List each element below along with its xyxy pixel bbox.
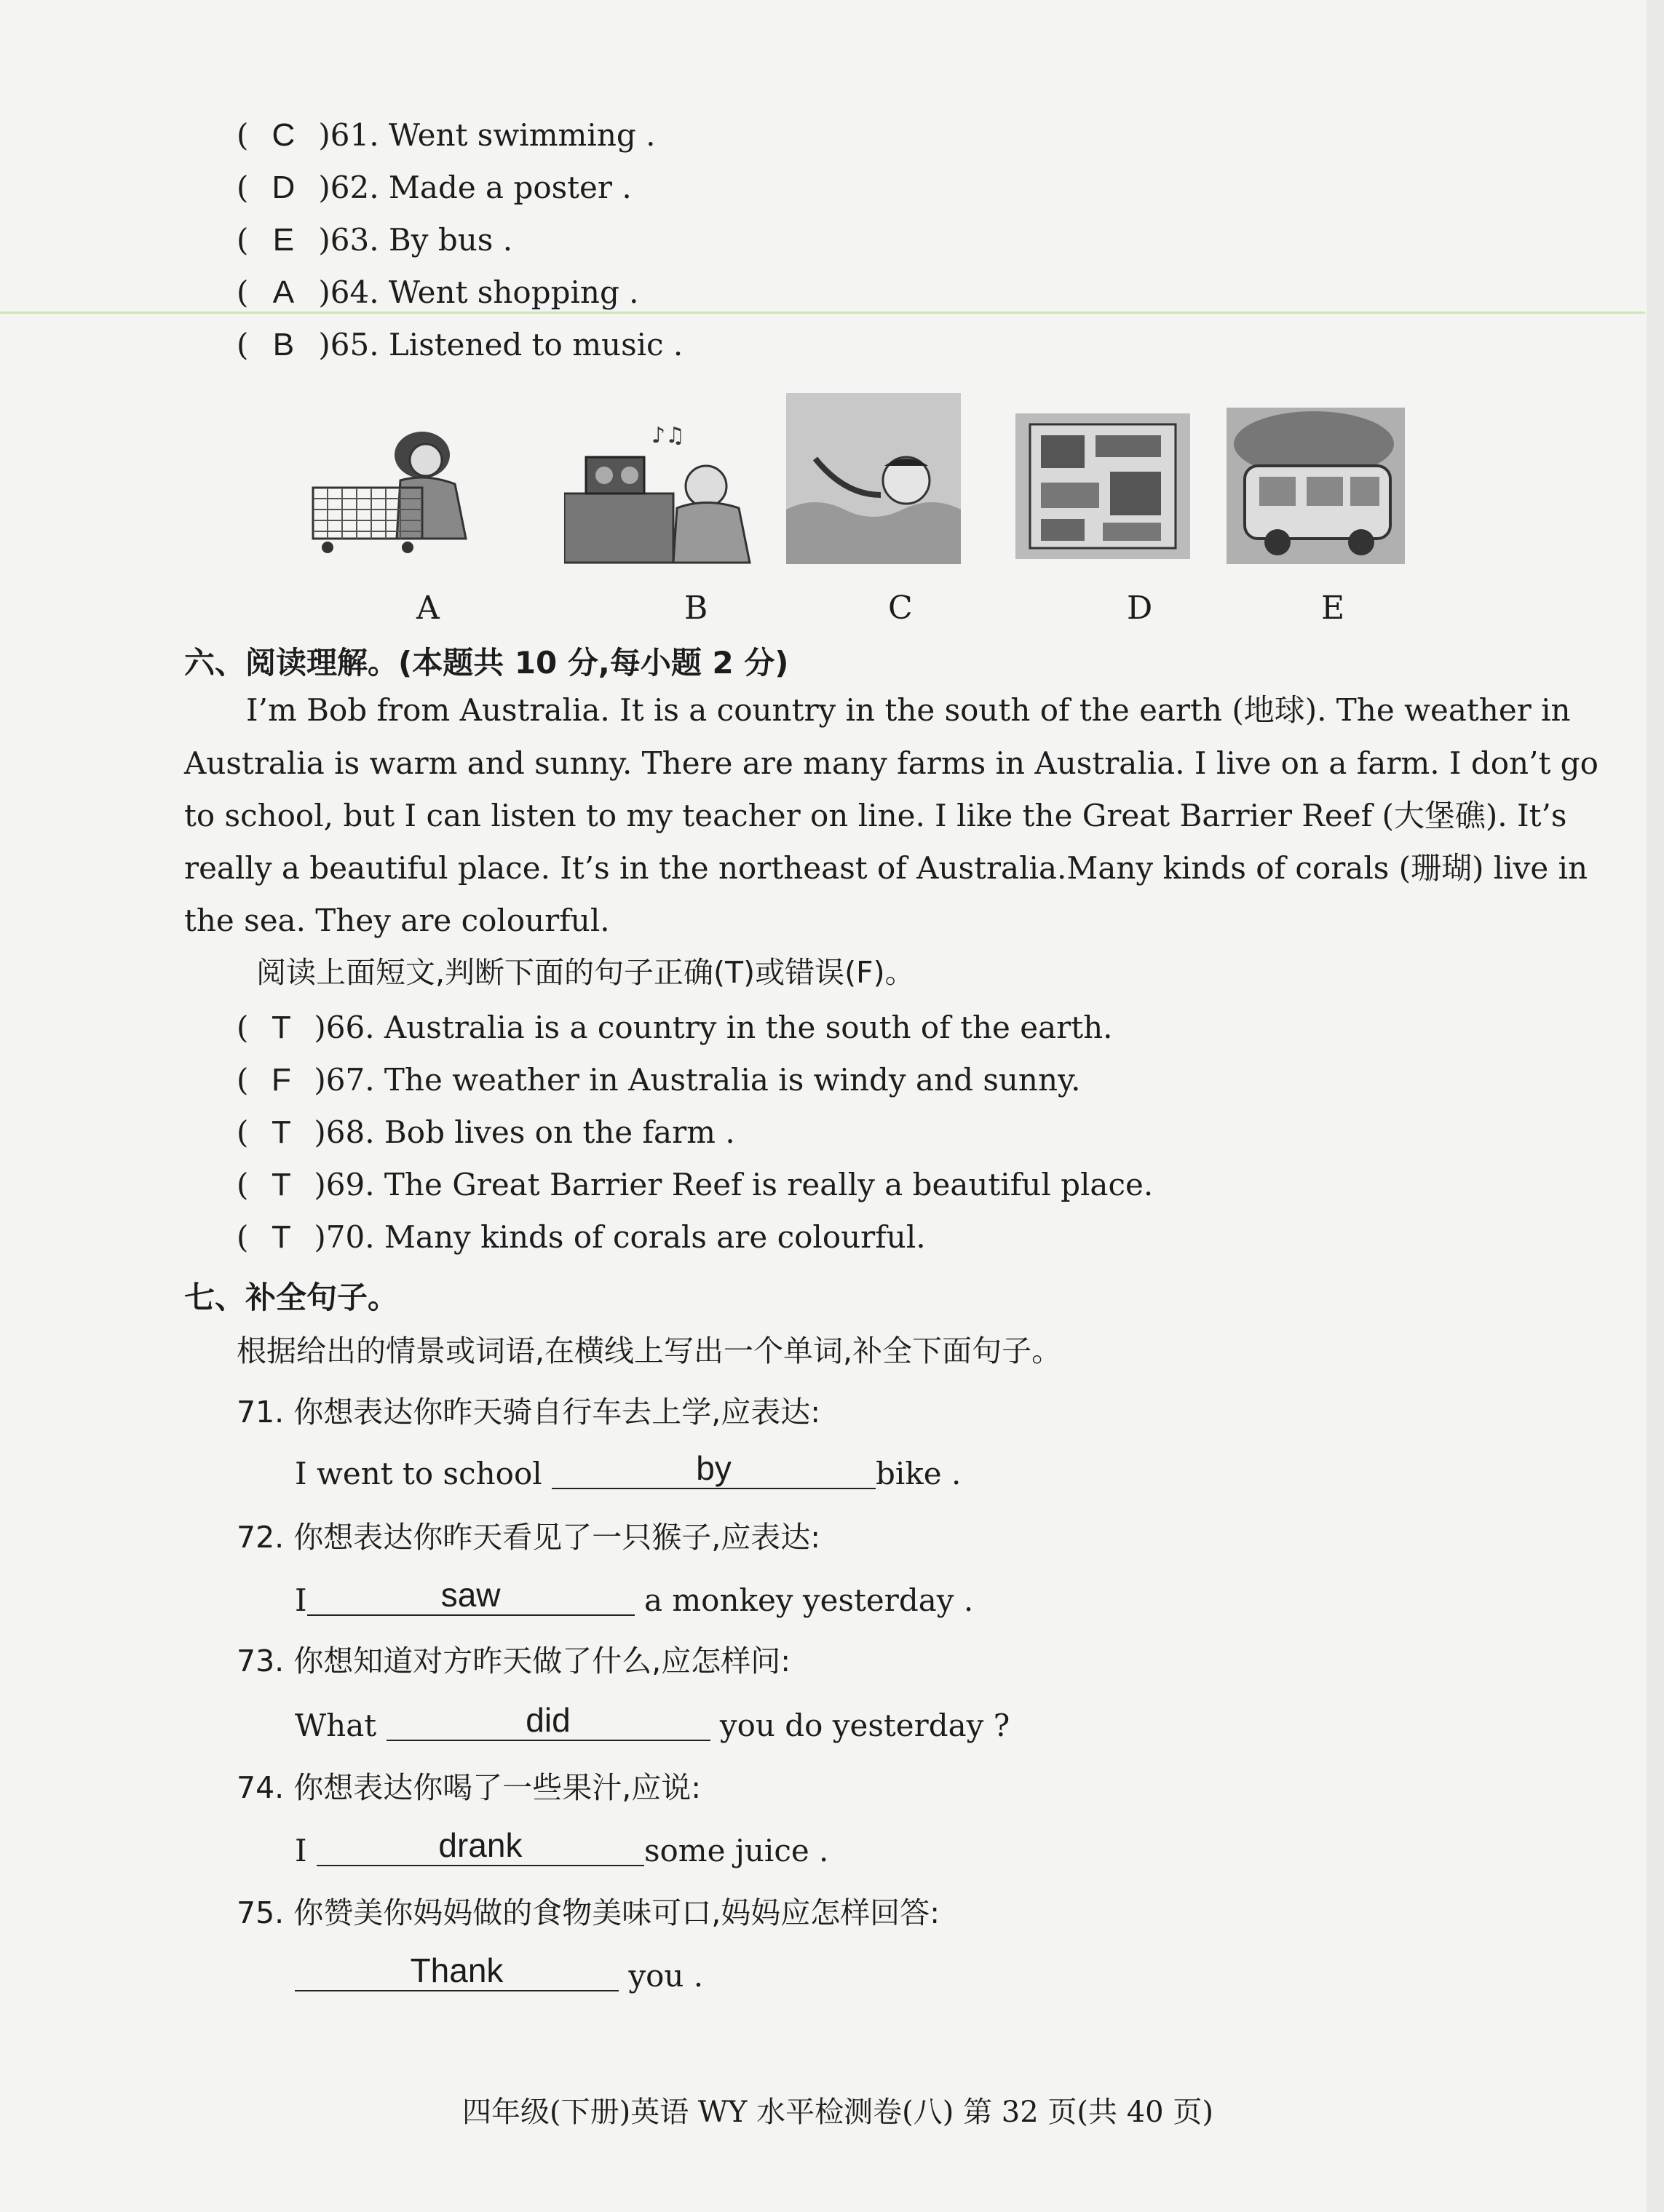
tf-item-67: ( F )67. The weather in Australia is windy and sunny. [237, 1062, 1081, 1098]
radio-music-picture [564, 413, 757, 566]
answer-63: E [272, 222, 295, 258]
match-item-65: ( B )65. Listened to music . [237, 327, 684, 362]
tf-item-69: ( T )69. The Great Barrier Reef is really a beautiful place. [237, 1167, 1154, 1202]
tf-item-68: ( T )68. Bob lives on the farm . [237, 1114, 735, 1150]
paper-edge [1647, 0, 1664, 2212]
swimming-boy-picture [786, 393, 961, 564]
passage-line-4: really a beautiful place. It’s in the northeast of Australia.Many kinds of corals (珊瑚) live in [184, 850, 1588, 886]
picture-letter-e: E [1321, 590, 1345, 627]
match-item-61: ( C )61. Went swimming . [237, 117, 656, 153]
answer-61: C [272, 117, 296, 153]
sentence-71: I went to school by bike . [295, 1449, 962, 1491]
blank-72: saw [307, 1582, 635, 1616]
bus-picture [1227, 408, 1405, 564]
blank-75: Thank [295, 1958, 619, 1991]
section-7-heading: 七、补全句子。 [184, 1280, 399, 1315]
blank-71: by [552, 1456, 876, 1489]
sentence-73: What did you do yesterday ? [295, 1701, 1010, 1743]
picture-letter-b: B [684, 590, 708, 627]
match-item-62: ( D )62. Made a poster . [237, 170, 632, 205]
tf-item-70: ( T )70. Many kinds of corals are colourful. [237, 1219, 926, 1255]
prompt-71: 71. 你想表达你昨天骑自行车去上学,应表达: [237, 1395, 821, 1430]
answer-66: T [271, 1010, 291, 1045]
answer-65: B [272, 327, 295, 362]
passage-line-1: I’m Bob from Australia. It is a country in the south of the earth (地球). The weather in [246, 692, 1571, 728]
answer-69: T [271, 1167, 291, 1202]
prompt-74: 74. 你想表达你喝了一些果汁,应说: [237, 1770, 702, 1805]
passage-line-2: Australia is warm and sunny. There are many farms in Australia. I live on a farm. I don’t go [184, 745, 1598, 781]
sentence-72: I saw a monkey yesterday . [295, 1576, 974, 1618]
section-6-heading: 六、阅读理解。(本题共 10 分,每小题 2 分) [184, 645, 789, 681]
picture-letter-d: D [1127, 590, 1153, 627]
answer-67: F [271, 1062, 291, 1098]
poster-picture [1015, 413, 1190, 559]
picture-letter-a: A [416, 590, 440, 627]
sentence-75: Thank you . [295, 1958, 703, 1991]
passage-line-5: the sea. They are colourful. [184, 903, 610, 938]
shopping-cart-girl-picture [298, 415, 502, 560]
answer-68: T [271, 1114, 291, 1150]
passage-line-3: to school, but I can listen to my teacher on line. I like the Great Barrier Reef (大堡礁). It’s [184, 798, 1567, 833]
page-footer: 四年级(下册)英语 WY 水平检测卷(八) 第 32 页(共 40 页) [462, 2096, 1213, 2129]
match-item-64: ( A )64. Went shopping . [237, 274, 639, 310]
prompt-75: 75. 你赞美你妈妈做的食物美味可口,妈妈应怎样回答: [237, 1895, 940, 1930]
fold-line [0, 312, 1645, 314]
section-6-instruction: 阅读上面短文,判断下面的句子正确(T)或错误(F)。 [256, 955, 915, 990]
picture-letter-c: C [888, 590, 913, 627]
blank-73: did [387, 1708, 710, 1741]
svg-text:♪♫: ♪♫ [651, 423, 686, 448]
match-item-63: ( E )63. By bus . [237, 222, 513, 258]
tf-item-66: ( T )66. Australia is a country in the south of the earth. [237, 1010, 1113, 1045]
answer-64: A [272, 274, 295, 310]
blank-74: drank [317, 1833, 644, 1866]
prompt-72: 72. 你想表达你昨天看见了一只猴子,应表达: [237, 1520, 821, 1555]
answer-70: T [271, 1219, 291, 1255]
sentence-74: I drank some juice . [295, 1826, 829, 1868]
prompt-73: 73. 你想知道对方昨天做了什么,应怎样问: [237, 1644, 791, 1678]
section-7-instruction: 根据给出的情景或词语,在横线上写出一个单词,补全下面句子。 [237, 1333, 1062, 1368]
answer-62: D [272, 170, 296, 205]
